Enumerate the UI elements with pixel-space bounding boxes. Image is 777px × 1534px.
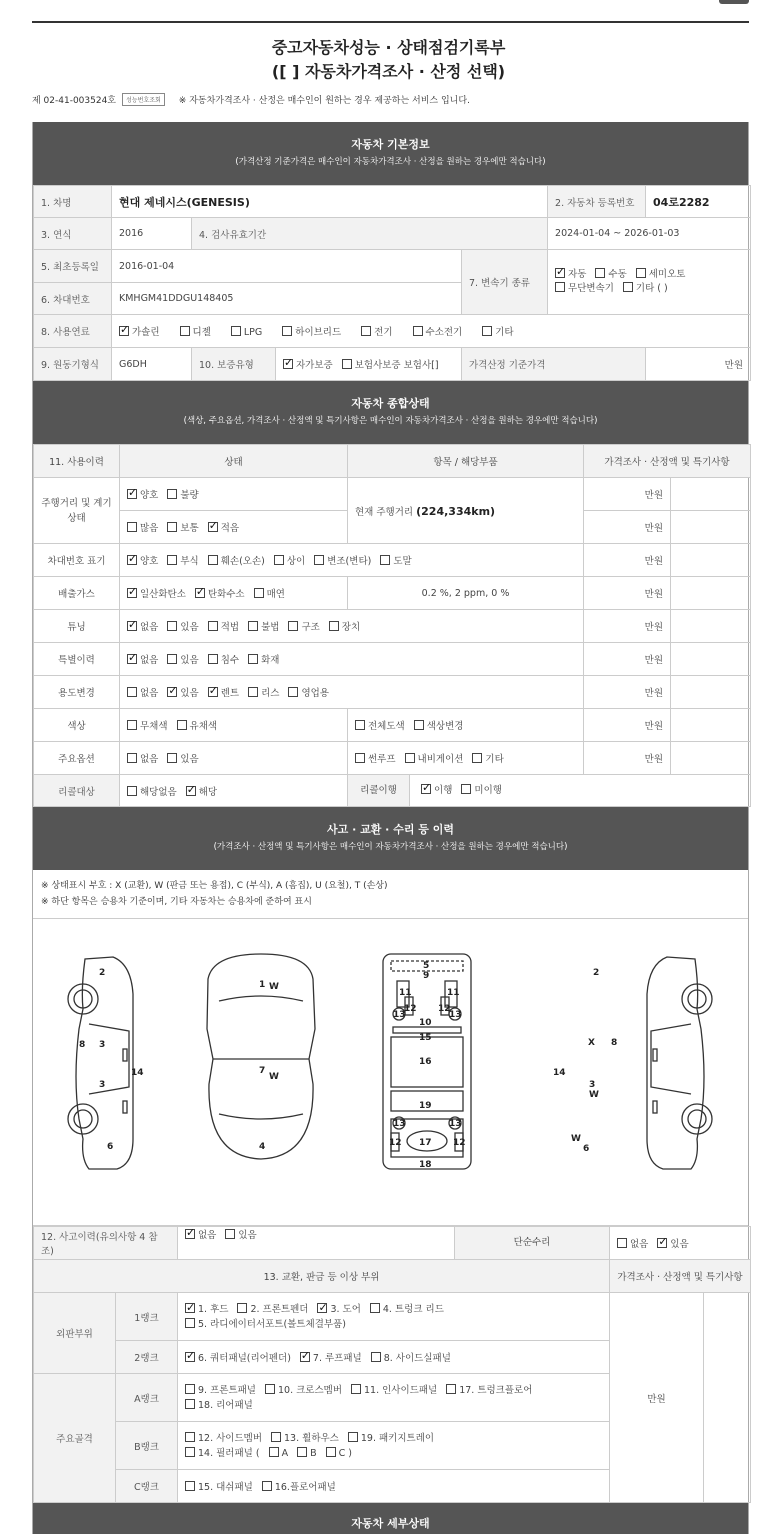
rank2-parts bbox=[178, 1341, 610, 1374]
options-item bbox=[348, 742, 584, 775]
options-status bbox=[120, 742, 348, 775]
fuel-etc[interactable]: 기타 bbox=[482, 324, 513, 338]
price-cell: 만원 bbox=[584, 709, 671, 742]
vin-label: 6. 차대번호 bbox=[34, 283, 112, 315]
cb-altered[interactable]: 변조(변타) bbox=[314, 553, 371, 567]
cb-pillar-panel[interactable]: 14. 필러패널 ( bbox=[185, 1446, 260, 1461]
price-cell: 만원 bbox=[584, 610, 671, 643]
mark-13-rear-right: 13 bbox=[449, 1119, 462, 1129]
cb-front-fender[interactable]: 2. 프론트펜더 bbox=[237, 1302, 308, 1317]
outer-panels-label: 외판부위 bbox=[34, 1293, 116, 1374]
verify-stamp-button[interactable]: 성능번호조회 bbox=[122, 93, 165, 106]
use-change-status bbox=[120, 676, 584, 709]
basic-info-title: 자동차 기본정보 bbox=[351, 138, 430, 151]
mark-7-w: W bbox=[269, 1072, 279, 1082]
mark-10: 10 bbox=[419, 1018, 432, 1028]
price-cell: 만원 bbox=[584, 478, 671, 511]
engine-value: G6DH bbox=[112, 348, 192, 381]
basic-info-sub: (가격산정 기준가격은 매수인이 자동차가격조사 · 산정을 원하는 경우에만 적습니다) bbox=[235, 157, 546, 167]
cb-corrosion[interactable]: 부식 bbox=[167, 553, 198, 567]
price-cell: 만원 bbox=[584, 676, 671, 709]
mark-x-right: X bbox=[588, 1038, 595, 1048]
mark-13-right: 13 bbox=[449, 1010, 462, 1020]
car-name-label: 1. 차명 bbox=[34, 186, 112, 218]
cb-bad[interactable]: 불량 bbox=[167, 487, 198, 501]
emission-value: 0.2 %, 2 ppm, 0 % bbox=[348, 577, 584, 610]
cb-hood[interactable]: ✓1. 후드 bbox=[185, 1302, 228, 1317]
cb-applicable[interactable]: ✓ 해당 bbox=[186, 784, 217, 798]
cb-none[interactable]: ✓ 없음 bbox=[127, 619, 158, 633]
cb-not-done[interactable]: 미이행 bbox=[461, 782, 502, 796]
mark-9: 9 bbox=[423, 971, 430, 981]
inspection-value: 2024-01-04 ~ 2026-01-03 bbox=[548, 218, 751, 250]
main-frame-label: 주요골격 bbox=[34, 1374, 116, 1503]
mark-6-right: 6 bbox=[583, 1144, 590, 1154]
cb-etc[interactable]: 기타 bbox=[472, 751, 503, 765]
doc-number: 제 02-41-003524호 bbox=[32, 96, 117, 106]
cb-simple-have[interactable]: ✓ 있음 bbox=[657, 1236, 688, 1250]
cb-colorchange[interactable]: 색상변경 bbox=[414, 718, 464, 732]
fuel-hydrogen[interactable]: 수소전기 bbox=[413, 324, 463, 338]
price-cell: 만원 bbox=[584, 511, 671, 544]
mark-7: 7 bbox=[259, 1066, 266, 1076]
warranty-label: 10. 보증유형 bbox=[192, 348, 276, 381]
mark-6-w: W bbox=[571, 1134, 581, 1144]
cb-done[interactable]: ✓ 이행 bbox=[421, 782, 452, 796]
year-value: 2016 bbox=[112, 218, 192, 250]
simple-repair-options bbox=[610, 1227, 751, 1260]
cb-navigation[interactable]: 내비게이션 bbox=[405, 751, 464, 765]
cb-fire[interactable]: 화재 bbox=[248, 652, 279, 666]
mark-3-left-rear: 3 bbox=[99, 1080, 106, 1090]
price-cell: 만원 bbox=[584, 643, 671, 676]
rankA-parts bbox=[178, 1374, 610, 1422]
fuel-lpg[interactable]: LPG bbox=[231, 326, 262, 338]
cb-good[interactable]: ✓양호 bbox=[127, 487, 158, 501]
cb-many[interactable]: 많음 bbox=[127, 520, 158, 534]
reg-no-label: 2. 자동차 등록번호 bbox=[548, 186, 646, 218]
cb-legal[interactable]: 적법 bbox=[208, 619, 239, 633]
doc-note: ※ 자동차가격조사 · 산정은 매수인이 원하는 경우 제공하는 서비스 입니다. bbox=[178, 96, 470, 106]
mark-12-left: 12 bbox=[404, 1004, 417, 1014]
mark-2-right: 2 bbox=[593, 968, 600, 978]
mark-12-rear-left: 12 bbox=[389, 1138, 402, 1148]
options-label: 주요옵션 bbox=[34, 742, 120, 775]
mark-13-left: 13 bbox=[393, 1010, 406, 1020]
price-basis-label: 가격산정 기준가격 bbox=[462, 348, 646, 381]
cb-flood[interactable]: 침수 bbox=[208, 652, 239, 666]
cb-roof-panel[interactable]: ✓ 7. 루프패널 bbox=[300, 1350, 362, 1364]
mark-2-left: 2 bbox=[99, 968, 106, 978]
col-price: 가격조사 · 산정액 및 특기사항 bbox=[584, 445, 751, 478]
note-standard: ※ 하단 항목은 승용차 기준이며, 기타 자동차는 승용차에 준하여 표시 bbox=[41, 897, 312, 907]
cb-side-member[interactable]: 12. 사이드멤버 bbox=[185, 1431, 262, 1446]
engine-label: 9. 원동기형식 bbox=[34, 348, 112, 381]
doc-number-row bbox=[32, 93, 470, 106]
fuel-electric[interactable]: 전기 bbox=[361, 324, 392, 338]
top-rule bbox=[32, 21, 749, 23]
fuel-diesel[interactable]: 디젤 bbox=[180, 324, 211, 338]
accident-notes bbox=[33, 870, 748, 919]
recall-done-label: 리콜이행 bbox=[348, 775, 410, 806]
cb-pillar-c[interactable]: C ) bbox=[326, 1446, 352, 1461]
emission-status bbox=[120, 577, 348, 610]
overall-title: 자동차 종합상태 bbox=[351, 397, 430, 410]
col-item: 항목 / 해당부품 bbox=[348, 445, 584, 478]
cb-damage[interactable]: 훼손(오손) bbox=[208, 553, 265, 567]
mark-15: 15 bbox=[419, 1033, 432, 1043]
overall-table bbox=[33, 444, 751, 807]
color-status bbox=[120, 709, 348, 742]
cb-accident-none[interactable]: ✓없음 bbox=[185, 1227, 216, 1241]
cb-have[interactable]: ✓ 있음 bbox=[167, 685, 198, 699]
mark-12-rear-right: 12 bbox=[453, 1138, 466, 1148]
cb-co[interactable]: ✓ 일산화탄소 bbox=[127, 586, 186, 600]
car-name-value: 현대 제네시스(GENESIS) bbox=[112, 186, 548, 218]
mark-11-right: 11 bbox=[447, 988, 460, 998]
emission-label: 배출가스 bbox=[34, 577, 120, 610]
mileage-value: (224,334km) bbox=[416, 504, 496, 518]
special-label: 특별이력 bbox=[34, 643, 120, 676]
color-label: 색상 bbox=[34, 709, 120, 742]
mark-18: 18 bbox=[419, 1160, 432, 1170]
cb-hc[interactable]: ✓ 탄화수소 bbox=[195, 586, 245, 600]
transmission-label: 7. 변속기 종류 bbox=[462, 250, 548, 315]
first-reg-value: 2016-01-04 bbox=[112, 250, 462, 283]
trans-etc[interactable]: 기타 ( ) bbox=[623, 282, 668, 296]
mark-4: 4 bbox=[259, 1142, 266, 1152]
cb-differ[interactable]: 상이 bbox=[274, 553, 305, 567]
warranty-self[interactable]: ✓ 자가보증 bbox=[283, 357, 333, 371]
rankC-parts bbox=[178, 1470, 610, 1503]
mileage-amount bbox=[120, 511, 348, 544]
accident-header bbox=[33, 807, 748, 870]
overall-sub: (색상, 주요옵션, 가격조사 · 산정액 및 특기사항은 매수인이 자동차가격조사 · 산정을 원하는 경우에만 적습니다) bbox=[183, 416, 598, 426]
abnormal-price-header: 가격조사 · 산정액 및 특기사항 bbox=[610, 1260, 751, 1293]
recall-status bbox=[120, 775, 348, 807]
recall-label: 리콜대상 bbox=[34, 775, 120, 807]
accident-title: 사고 · 교환 · 수리 등 이력 bbox=[327, 823, 454, 836]
mark-6-left: 6 bbox=[107, 1142, 114, 1152]
cb-quarter-panel[interactable]: ✓ 6. 쿼터패널(리어펜더) bbox=[185, 1350, 291, 1364]
fuel-hybrid[interactable]: 하이브리드 bbox=[282, 324, 341, 338]
detail-header bbox=[33, 1503, 748, 1534]
fuel-label: 8. 사용연료 bbox=[34, 315, 112, 348]
cb-door[interactable]: ✓ 3. 도어 bbox=[317, 1302, 360, 1317]
cb-floor-panel[interactable]: 16.플로어패널 bbox=[262, 1479, 336, 1493]
mark-16: 16 bbox=[419, 1057, 432, 1067]
rank1-label: 1랭크 bbox=[116, 1293, 178, 1341]
cb-simple-none[interactable]: 없음 bbox=[617, 1236, 648, 1250]
mark-8-right: 8 bbox=[611, 1038, 618, 1048]
accident-history-options bbox=[178, 1227, 610, 1260]
cb-rear-panel[interactable]: 18. 리어패널 bbox=[185, 1398, 253, 1413]
trans-cvt[interactable]: 무단변속기 bbox=[555, 282, 614, 296]
tuning-status bbox=[120, 610, 584, 643]
doc-subtitle: ([ ] 자동차가격조사 · 산정 선택) bbox=[271, 62, 506, 81]
warranty-options bbox=[276, 348, 462, 381]
cb-side-sill[interactable]: 8. 사이드실패널 bbox=[371, 1350, 451, 1364]
mark-1-w: W bbox=[269, 982, 279, 992]
accident-sub: (가격조사 · 산정액 및 특기사항은 매수인이 자동차가격조사 · 산정을 원하는 경우에만 적습니다) bbox=[213, 842, 568, 852]
price-cell: 만원 bbox=[584, 577, 671, 610]
car-diagram bbox=[33, 919, 748, 1226]
cb-lease[interactable]: 리스 bbox=[248, 685, 279, 699]
first-reg-label: 5. 최초등록일 bbox=[34, 250, 112, 283]
fuel-options bbox=[112, 315, 751, 348]
vin-mark-status bbox=[120, 544, 584, 577]
abnormal-parts-header: 13. 교환, 판금 등 이상 부위 bbox=[34, 1260, 610, 1293]
cb-chromatic[interactable]: 유채색 bbox=[177, 718, 218, 732]
cb-none[interactable]: 없음 bbox=[127, 685, 158, 699]
rank1-parts bbox=[178, 1293, 610, 1341]
cb-wheel-house[interactable]: 13. 휠하우스 bbox=[271, 1431, 339, 1446]
cb-device[interactable]: 장치 bbox=[329, 619, 360, 633]
cb-pillar-a[interactable]: A bbox=[269, 1446, 289, 1461]
reg-no-value: 04로2282 bbox=[646, 186, 751, 218]
col-history: 11. 사용이력 bbox=[34, 445, 120, 478]
mark-1: 1 bbox=[259, 980, 266, 990]
cb-fullpaint[interactable]: 전체도색 bbox=[355, 718, 405, 732]
cb-cross-member[interactable]: 10. 크로스멤버 bbox=[265, 1383, 342, 1398]
price-cell: 만원 bbox=[584, 742, 671, 775]
mileage-label: 주행거리 및 계기상태 bbox=[34, 478, 120, 544]
price-basis-value: 만원 bbox=[646, 348, 751, 381]
mark-12-right: 12 bbox=[438, 1004, 451, 1014]
rankB-parts bbox=[178, 1422, 610, 1470]
mark-17: 17 bbox=[419, 1138, 432, 1148]
cb-sunroof[interactable]: 썬루프 bbox=[355, 751, 396, 765]
cb-rent[interactable]: ✓ 렌트 bbox=[208, 685, 239, 699]
cb-business[interactable]: 영업용 bbox=[288, 685, 329, 699]
mark-3-left-front: 3 bbox=[99, 1040, 106, 1050]
price-cell: 만원 bbox=[584, 544, 671, 577]
cb-trunk-floor[interactable]: 17. 트렁크플로어 bbox=[446, 1383, 532, 1398]
cb-accident-have[interactable]: 있음 bbox=[225, 1227, 256, 1241]
cb-inside-panel[interactable]: 11. 인사이드패널 bbox=[351, 1383, 437, 1398]
cb-few[interactable]: ✓ 적음 bbox=[208, 520, 239, 534]
cb-struct[interactable]: 구조 bbox=[288, 619, 319, 633]
cb-smoke[interactable]: 매연 bbox=[254, 586, 285, 600]
rankA-label: A랭크 bbox=[116, 1374, 178, 1422]
rank2-label: 2랭크 bbox=[116, 1341, 178, 1374]
cb-trunk-lid[interactable]: 4. 트렁크 리드 bbox=[370, 1302, 444, 1317]
trans-manual[interactable]: 수동 bbox=[595, 268, 626, 282]
mark-14-right: 14 bbox=[553, 1068, 566, 1078]
simple-repair-label: 단순수리 bbox=[454, 1227, 609, 1259]
cb-illegal[interactable]: 불법 bbox=[248, 619, 279, 633]
cb-have[interactable]: 있음 bbox=[167, 652, 198, 666]
mark-13-rear-left: 13 bbox=[393, 1119, 406, 1129]
cb-none[interactable]: 없음 bbox=[127, 751, 158, 765]
overall-header bbox=[33, 381, 748, 444]
basic-info-header bbox=[33, 122, 748, 185]
mileage-item: 현재 주행거리 (224,334km) bbox=[348, 478, 584, 544]
special-status bbox=[120, 643, 584, 676]
tuning-label: 튜닝 bbox=[34, 610, 120, 643]
cb-none[interactable]: ✓ 없음 bbox=[127, 652, 158, 666]
inspection-label: 4. 검사유효기간 bbox=[192, 218, 548, 250]
mark-3-right: 3 bbox=[589, 1080, 596, 1090]
fuel-gasoline[interactable]: ✓ 가솔린 bbox=[119, 324, 160, 338]
doc-title: 중고자동차성능 · 상태점검기록부 bbox=[271, 38, 506, 57]
color-item bbox=[348, 709, 584, 742]
diagram-labels bbox=[79, 961, 617, 1170]
vin-value: KMHGM41DDGU148405 bbox=[112, 283, 462, 315]
record-form bbox=[32, 122, 749, 1534]
cb-have[interactable]: 있음 bbox=[167, 619, 198, 633]
cb-front-panel[interactable]: 9. 프론트패널 bbox=[185, 1383, 256, 1398]
vin-mark-label: 차대번호 표기 bbox=[34, 544, 120, 577]
mark-8-left: 8 bbox=[79, 1040, 86, 1050]
car-diagram-svg bbox=[33, 919, 748, 1225]
detail-title: 자동차 세부상태 bbox=[351, 1517, 430, 1530]
mark-3-w: W bbox=[589, 1090, 599, 1100]
accident-table bbox=[33, 1226, 751, 1503]
cb-dash-panel[interactable]: 15. 대쉬패널 bbox=[185, 1479, 253, 1493]
trans-semi[interactable]: 세미오토 bbox=[636, 268, 686, 282]
cb-good[interactable]: ✓ 양호 bbox=[127, 553, 158, 567]
recall-done-cell bbox=[348, 775, 751, 807]
abnormal-price-value: 만원 bbox=[610, 1293, 704, 1503]
rankC-label: C랭크 bbox=[116, 1470, 178, 1503]
rankB-label: B랭크 bbox=[116, 1422, 178, 1470]
mileage-status bbox=[120, 478, 348, 511]
warranty-insurer[interactable]: 보험사보증 보험사[] bbox=[342, 357, 439, 371]
basic-info-table bbox=[33, 185, 751, 381]
cb-package-tray[interactable]: 19. 패키지트레이 bbox=[348, 1431, 434, 1446]
cb-pillar-b[interactable]: B bbox=[297, 1446, 317, 1461]
transmission-options bbox=[548, 250, 751, 315]
col-status: 상태 bbox=[120, 445, 348, 478]
top-button[interactable] bbox=[719, 0, 749, 4]
year-label: 3. 연식 bbox=[34, 218, 112, 250]
cb-achromatic[interactable]: 무채색 bbox=[127, 718, 168, 732]
cb-smeared[interactable]: 도말 bbox=[380, 553, 411, 567]
cb-radiator-support[interactable]: 5. 라디에이터서포트(볼트체결부품) bbox=[185, 1317, 346, 1332]
mark-5: 5 bbox=[423, 961, 430, 971]
cb-normal[interactable]: 보통 bbox=[167, 520, 198, 534]
mark-11-left: 11 bbox=[399, 988, 412, 998]
accident-history-label: 12. 사고이력(유의사항 4 참조) bbox=[34, 1227, 178, 1260]
mark-14-left: 14 bbox=[131, 1068, 144, 1078]
note-symbols: ※ 상태표시 부호 : X (교환), W (판금 또는 용접), C (부식), A (흠집), U (요철), T (손상) bbox=[41, 881, 388, 891]
cb-have[interactable]: 있음 bbox=[167, 751, 198, 765]
use-change-label: 용도변경 bbox=[34, 676, 120, 709]
mark-19: 19 bbox=[419, 1101, 432, 1111]
trans-auto[interactable]: ✓자동 bbox=[555, 268, 586, 282]
cb-not-applicable[interactable]: 해당없음 bbox=[127, 784, 177, 798]
